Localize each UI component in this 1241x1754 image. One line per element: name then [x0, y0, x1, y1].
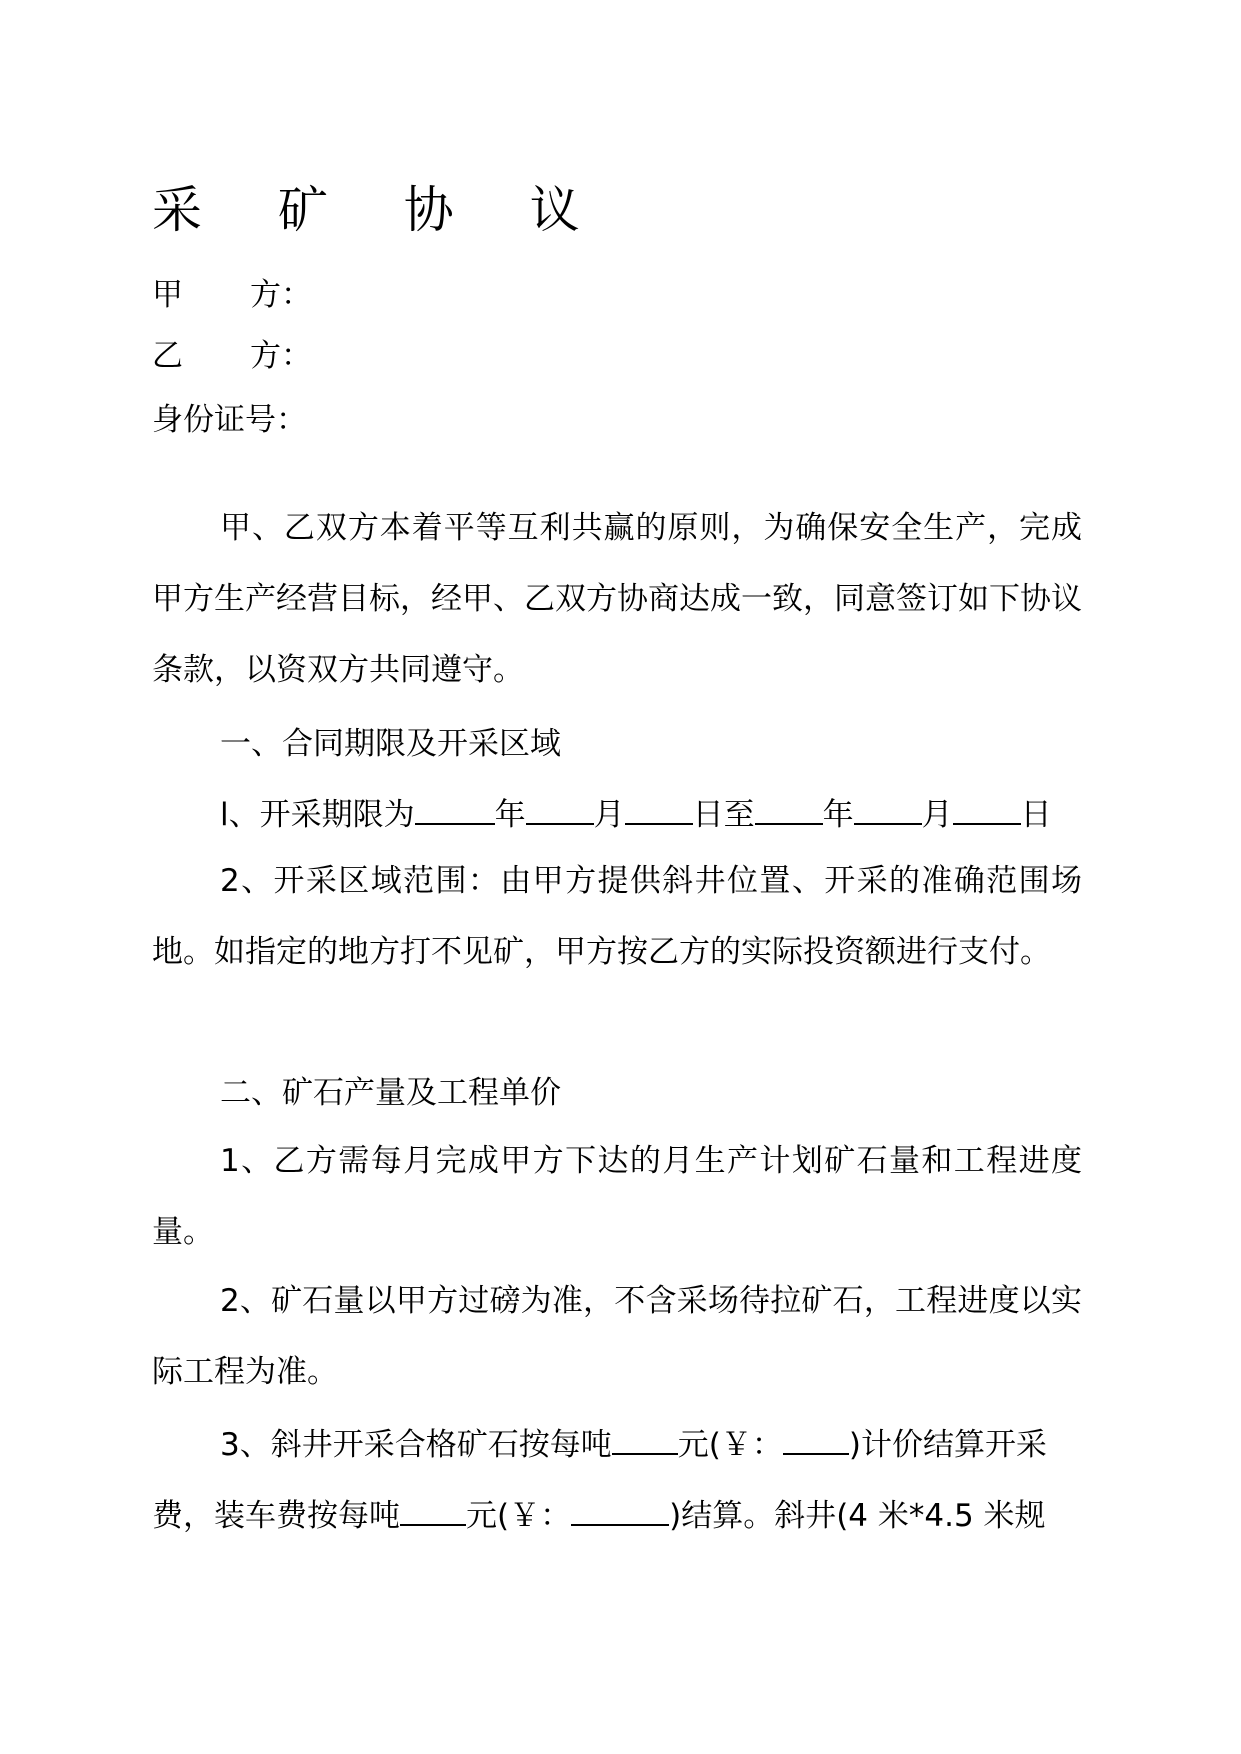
section2-heading: 二、矿石产量及工程单价: [220, 1075, 561, 1111]
id-number-line: 身份证号：: [152, 402, 307, 438]
start-year-blank: [415, 793, 495, 825]
clause2-paragraph: 2、矿石量以甲方过磅为准，不含采场待拉矿石，工程进度以实际工程为准。: [152, 1283, 1082, 1390]
party-b-suffix: 方：: [250, 338, 312, 374]
start-month-blank: [526, 793, 594, 825]
party-a-suffix: 方：: [250, 277, 312, 313]
term-day-to: 日至: [692, 797, 755, 833]
clause3-text-f: )结算。斜井(4 米*4.5 米规: [669, 1498, 1046, 1534]
start-day-blank: [625, 793, 693, 825]
document-title: 采 矿 协 议: [152, 181, 610, 239]
end-day-blank: [953, 793, 1021, 825]
term-line: [220, 793, 1052, 835]
intro-paragraph: 甲、乙双方本着平等互利共赢的原则，为确保安全生产，完成甲方生产经营目标，经甲、乙双方协商达成一致，同意签订如下协议条款，以资双方共同遵守。: [152, 510, 1082, 688]
clause3-text-a: 3、斜井开采合格矿石按每吨: [220, 1427, 612, 1463]
section1-heading: 一、合同期限及开采区域: [220, 726, 561, 762]
term-day2: 日: [1020, 797, 1052, 833]
area-paragraph: 2、开采区域范围：由甲方提供斜井位置、开采的准确范围场地。如指定的地方打不见矿，甲方按乙方的实际投资额进行支付。: [152, 863, 1082, 970]
clause3-text-c: )计价结算开采: [848, 1427, 1047, 1463]
term-prefix: l、开采期限为: [220, 797, 415, 833]
clause3-text-d: 费，装车费按每吨: [152, 1498, 400, 1534]
ore-price-figure-blank: [783, 1423, 849, 1455]
term-month1: 月: [593, 797, 625, 833]
end-year-blank: [755, 793, 823, 825]
loading-price-blank: [400, 1494, 466, 1526]
term-year2: 年: [822, 797, 854, 833]
clause3-text-b: 元(￥：: [677, 1427, 783, 1463]
clause3-text-e: 元(￥：: [466, 1498, 572, 1534]
loading-price-figure-blank: [571, 1494, 669, 1526]
end-month-blank: [854, 793, 922, 825]
party-a-line: [152, 275, 312, 315]
clause1-paragraph: 1、乙方需每月完成甲方下达的月生产计划矿石量和工程进度量。: [152, 1143, 1082, 1250]
clause3-line2: [152, 1494, 1046, 1536]
party-a-label: 甲: [152, 277, 183, 313]
term-year1: 年: [494, 797, 526, 833]
term-month2: 月: [921, 797, 953, 833]
ore-price-blank: [612, 1423, 678, 1455]
clause3-line1: [220, 1423, 1047, 1465]
party-b-line: [152, 336, 312, 376]
party-b-label: 乙: [152, 338, 183, 374]
